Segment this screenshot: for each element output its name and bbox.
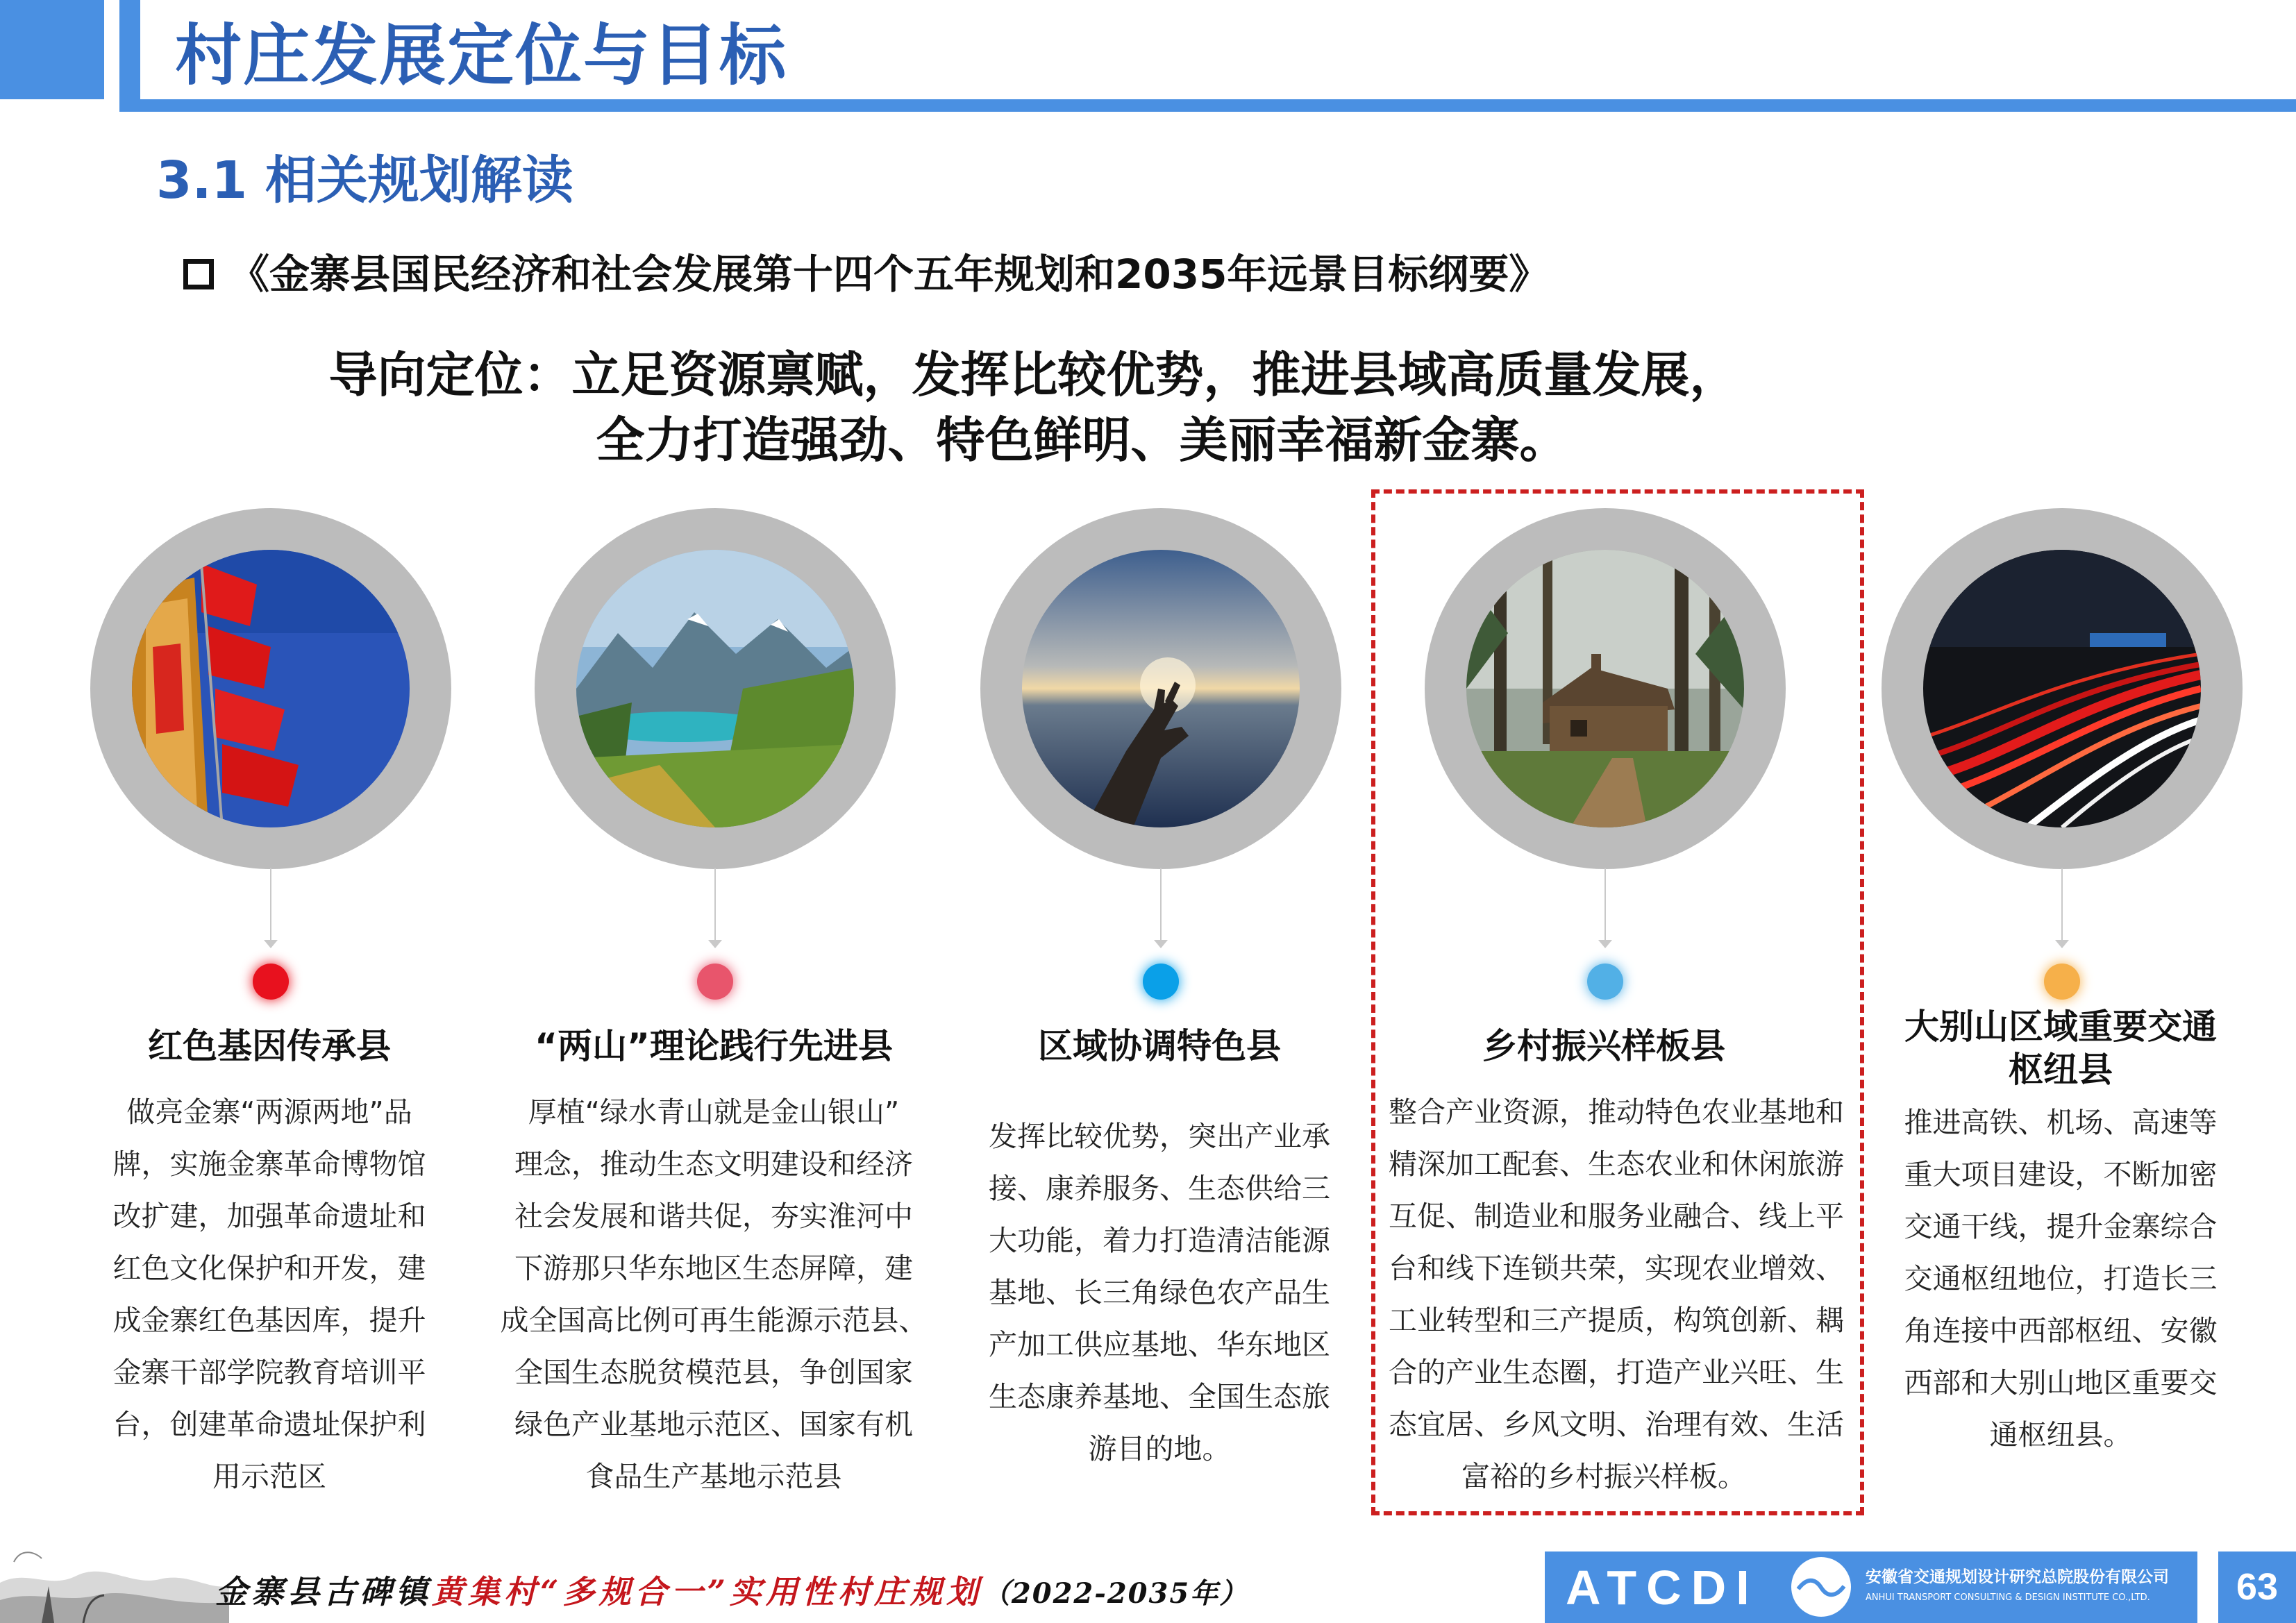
column-heading-line: “两山”理论践行先进县 — [535, 1026, 893, 1066]
column-heading-line: 枢纽县 — [2009, 1050, 2113, 1090]
column-body-line: 台，创建革命遗址保护利 — [112, 1408, 426, 1441]
column-body-line: 推进高铁、机场、高速等 — [1904, 1106, 2218, 1139]
project-title — [215, 1565, 1248, 1620]
mountain-lake-photo — [576, 550, 854, 827]
column-heading-line: 红色基因传承县 — [148, 1026, 391, 1066]
company-logo-bar — [1545, 1551, 2197, 1623]
column-body-line: 金寨干部学院教育培训平 — [112, 1356, 426, 1389]
column-heading — [1389, 1025, 1819, 1068]
column-body-line: 台和线下连锁共荣，实现农业增效、 — [1389, 1252, 1844, 1285]
column-body-line: 社会发展和谐共促，夯实淮河中 — [514, 1200, 913, 1233]
column-body-line: 重大项目建设，不断加密 — [1904, 1158, 2218, 1191]
column-red-gene — [54, 500, 485, 1513]
column-body-line: 合的产业生态圈，打造产业兴旺、生 — [1389, 1356, 1844, 1389]
column-body-line: 用示范区 — [212, 1460, 326, 1493]
column-body-line: 发挥比较优势，突出产业承 — [989, 1120, 1330, 1153]
forest-cabin-photo — [1466, 550, 1744, 827]
column-body-line: 改扩建，加强革命遗址和 — [112, 1200, 426, 1233]
column-body-line: 食品生产基地示范县 — [585, 1460, 842, 1493]
column-body-line: 互促、制造业和服务业融合、线上平 — [1389, 1200, 1844, 1233]
company-badge-icon — [1791, 1557, 1851, 1617]
guide-line-1: 导向定位：立足资源禀赋，发挥比较优势，推进县域高质量发展， — [328, 346, 1738, 403]
column-heading-line: 乡村振兴样板县 — [1482, 1026, 1725, 1066]
column-body-line: 牌，实施金寨革命博物馆 — [112, 1147, 426, 1181]
ink-landscape-decoration — [0, 1520, 229, 1623]
arrow-down-icon — [1154, 940, 1168, 948]
column-body-line: 通枢纽县。 — [1989, 1418, 2132, 1452]
column-body — [1389, 1086, 1844, 1503]
project-title-name: 黄集村“多规合一”实用性村庄规划 — [432, 1573, 982, 1611]
column-transport-hub — [1845, 500, 2276, 1513]
column-two-mountains — [498, 500, 929, 1513]
checkbox-square-icon — [183, 259, 214, 289]
document-title: 《金寨县国民经济和社会发展第十四个五年规划和2035年远景目标纲要》 — [229, 251, 1550, 298]
column-body-line: 工业转型和三产提质，构筑创新、耦 — [1389, 1304, 1844, 1337]
column-heading — [54, 1025, 485, 1068]
column-body-line: 产加工供应基地、华东地区 — [989, 1328, 1330, 1361]
marker-dot — [697, 964, 733, 1000]
column-body-line: 态宜居、乡风文明、治理有效、生活 — [1389, 1408, 1844, 1441]
column-body-line: 绿色产业基地示范区、国家有机 — [514, 1408, 913, 1441]
page-title: 村庄发展定位与目标 — [175, 17, 787, 94]
column-body-line: 富裕的乡村振兴样板。 — [1461, 1460, 1746, 1493]
marker-dot — [1143, 964, 1179, 1000]
highway-lights-photo — [1923, 550, 2201, 827]
column-body-line: 角连接中西部枢纽、安徽 — [1904, 1314, 2218, 1347]
column-regional — [944, 500, 1375, 1513]
marker-dot — [1587, 964, 1623, 1000]
connector-line — [270, 868, 271, 944]
arrow-down-icon — [264, 940, 278, 948]
header-accent-bar — [0, 0, 104, 99]
column-body-line: 生态康养基地、全国生态旅 — [989, 1380, 1330, 1413]
column-heading — [1845, 1005, 2276, 1091]
red-flags-photo — [132, 550, 410, 827]
column-body-line: 成金寨红色基因库，提升 — [112, 1304, 426, 1337]
column-body — [498, 1086, 929, 1503]
column-body — [54, 1086, 485, 1503]
column-heading-line: 区域协调特色县 — [1038, 1026, 1281, 1066]
column-body-line: 游目的地。 — [1088, 1432, 1231, 1465]
column-body-line: 理念，推动生态文明建设和经济 — [514, 1147, 913, 1181]
column-rural-revitalization — [1389, 500, 1844, 1513]
company-name-cn: 安徽省交通规划设计研究总院股份有限公司 — [1866, 1568, 2169, 1586]
column-body-line: 整合产业资源，推动特色农业基地和 — [1389, 1095, 1844, 1129]
column-body — [1845, 1097, 2276, 1461]
column-body-line: 下游那只华东地区生态屏障，建 — [514, 1252, 913, 1285]
column-body-line: 全国生态脱贫模范县，争创国家 — [514, 1356, 913, 1389]
column-body-line: 交通干线，提升金寨综合 — [1904, 1210, 2218, 1243]
project-title-years: （2022-2035年） — [982, 1577, 1249, 1610]
column-body-line: 做亮金寨“两源两地”品 — [126, 1095, 412, 1129]
guide-line-2: 全力打造强劲、特色鲜明、美丽幸福新金寨。 — [596, 412, 1568, 469]
arrow-down-icon — [708, 940, 722, 948]
column-body-line: 西部和大别山地区重要交 — [1904, 1366, 2218, 1399]
column-body-line: 精深加工配套、生态农业和休闲旅游 — [1389, 1147, 1844, 1181]
column-body-line: 厚植“绿水青山就是金山银山” — [528, 1095, 900, 1129]
column-heading-line: 大别山区域重要交通 — [1904, 1007, 2217, 1047]
column-body-line: 大功能，着力打造清洁能源 — [989, 1224, 1330, 1257]
marker-dot — [2044, 964, 2080, 1000]
hand-sunset-photo — [1022, 550, 1300, 827]
connector-line — [714, 868, 716, 944]
connector-line — [2061, 868, 2063, 944]
arrow-down-icon — [2055, 940, 2069, 948]
page-number: 63 — [2218, 1551, 2296, 1623]
column-body-line: 接、康养服务、生态供给三 — [989, 1172, 1330, 1205]
header-divider — [104, 0, 119, 99]
section-title: 3.1 相关规划解读 — [156, 151, 573, 210]
column-body-line: 成全国高比例可再生能源示范县、 — [500, 1304, 928, 1337]
column-body-line: 红色文化保护和开发，建 — [112, 1252, 426, 1285]
header-underline — [119, 99, 2296, 112]
column-heading — [944, 1025, 1375, 1068]
atcdi-logo: ATCDI — [1566, 1561, 1759, 1615]
column-body-line: 基地、长三角绿色农产品生 — [989, 1276, 1330, 1309]
marker-dot — [253, 964, 289, 1000]
connector-line — [1604, 868, 1606, 944]
header-accent-bar-2 — [119, 0, 140, 99]
arrow-down-icon — [1598, 940, 1612, 948]
project-title-town: 金寨县古碑镇 — [215, 1573, 432, 1611]
column-body-line: 交通枢纽地位，打造长三 — [1904, 1262, 2218, 1295]
column-heading — [498, 1025, 929, 1068]
connector-line — [1160, 868, 1162, 944]
company-name-en: ANHUI TRANSPORT CONSULTING & DESIGN INSTITUTE CO.,LTD. — [1866, 1592, 2150, 1603]
column-body — [944, 1111, 1375, 1475]
